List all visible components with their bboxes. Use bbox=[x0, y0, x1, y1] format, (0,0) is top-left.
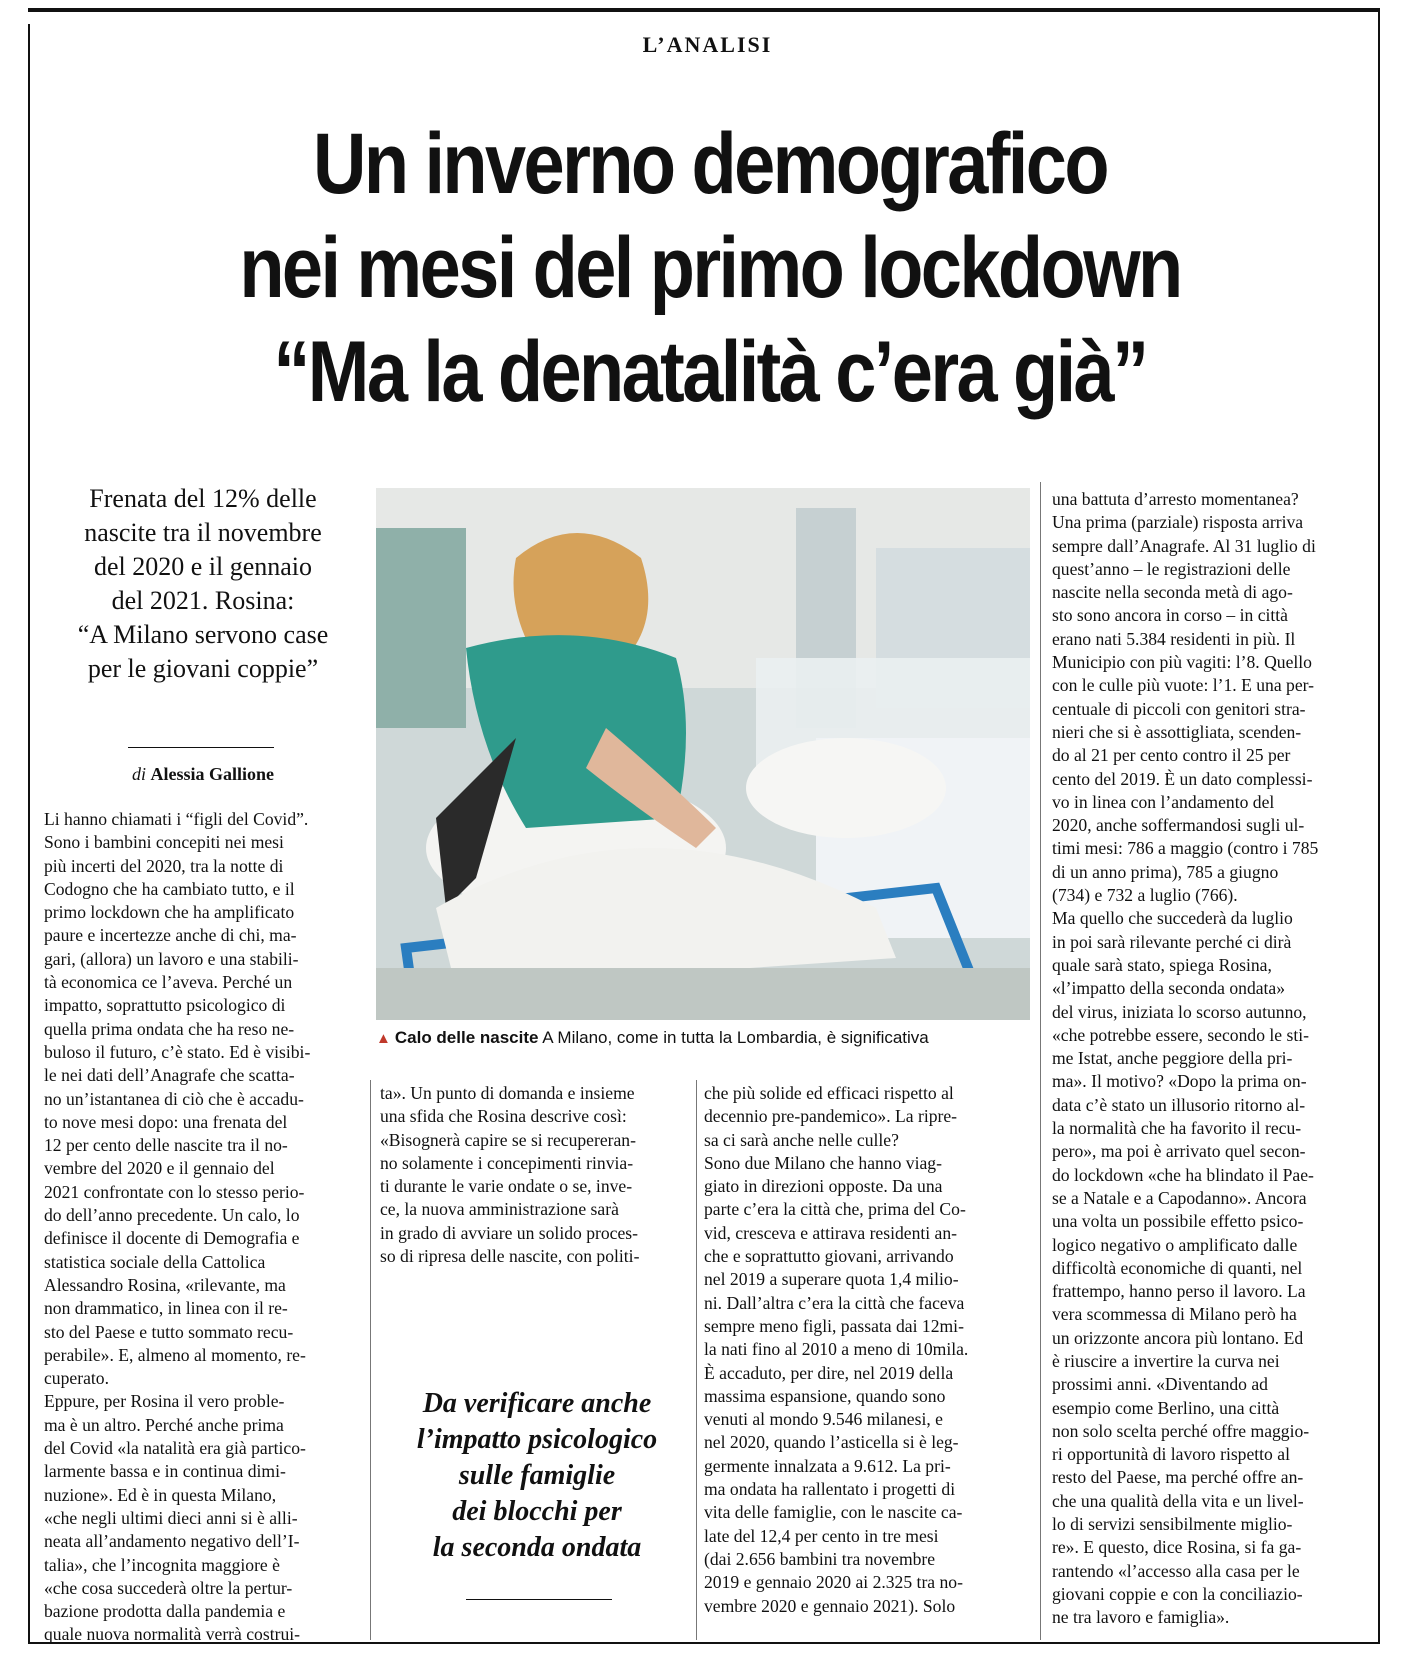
text-line: esempio come Berlino, una città bbox=[1052, 1397, 1280, 1418]
pullquote-line: l’impatto psicologico bbox=[416, 1424, 658, 1455]
caption-label: Calo delle nascite bbox=[394, 1028, 539, 1047]
text-line: cento del 2019. È un dato complessi- bbox=[1052, 768, 1313, 789]
text-line: ma ondata ha rallentato i progetti di bbox=[704, 1479, 956, 1500]
text-line: nel 2020, quando l’asticella si è leg- bbox=[704, 1432, 959, 1453]
text-line: è riuscire a invertire la curva nei bbox=[1052, 1350, 1280, 1371]
text-line: decennio pre-pandemico». La ripre- bbox=[704, 1106, 958, 1127]
text-line: no un’istantanea di ciò che è accadu- bbox=[44, 1088, 304, 1109]
text-line: Ma quello che succederà da luglio bbox=[1052, 908, 1293, 929]
right-border bbox=[1378, 10, 1380, 1644]
text-line: erano nati 5.384 residenti in più. Il bbox=[1052, 628, 1296, 649]
text-line: sto del Paese e tutto sommato recu- bbox=[44, 1321, 294, 1342]
text-line: do lockdown «che ha blindato il Pae- bbox=[1052, 1164, 1314, 1185]
text-line: «Bisognerà capire se si recupereran- bbox=[380, 1129, 636, 1150]
pullquote-line: dei blocchi per bbox=[452, 1496, 622, 1527]
text-line: quella prima ondata che ha reso ne- bbox=[44, 1018, 295, 1039]
text-line: Municipio con più vagiti: l’8. Quello bbox=[1052, 652, 1312, 673]
text-line: nuzione». Ed è in questa Milano, bbox=[44, 1484, 277, 1505]
article-column-1 bbox=[44, 808, 362, 1647]
text-line: nieri che si è assottigliata, scenden- bbox=[1052, 721, 1302, 742]
text-line: sto sono ancora in corso – in città bbox=[1052, 605, 1288, 626]
text-line: centuale di piccoli con genitori stra- bbox=[1052, 698, 1306, 719]
text-line: Alessandro Rosina, «rilevante, ma bbox=[44, 1274, 286, 1295]
text-line: ri opportunità di lavoro rispetto al bbox=[1052, 1444, 1290, 1465]
text-line: paure e incertezze anche di chi, ma- bbox=[44, 925, 297, 946]
byline-prefix: di bbox=[131, 764, 146, 784]
text-line: vid, cresceva e attirava residenti an- bbox=[704, 1222, 958, 1243]
pullquote-line: Da verificare anche bbox=[422, 1388, 652, 1419]
subhead-line: del 2020 e il gennaio bbox=[93, 552, 313, 581]
text-line: difficoltà economiche di quanti, nel bbox=[1052, 1257, 1303, 1278]
subhead-line: nascite tra il novembre bbox=[84, 518, 322, 547]
text-line: la normalità che ha favorito il recu- bbox=[1052, 1118, 1302, 1139]
text-line: (dai 2.656 bambini tra novembre bbox=[704, 1548, 936, 1569]
pull-quote bbox=[384, 1386, 690, 1566]
text-line: definisce il docente di Demografia e bbox=[44, 1228, 300, 1249]
triangle-icon: ▲ bbox=[376, 1030, 391, 1047]
text-line: do dell’anno precedente. Un calo, lo bbox=[44, 1205, 300, 1226]
text-line: più incerti del 2020, tra la notte di bbox=[44, 855, 284, 876]
subhead-line: “A Milano servono case bbox=[77, 620, 329, 649]
text-line: nel 2019 a superare quota 1,4 milio- bbox=[704, 1269, 959, 1290]
text-line: frattempo, hanno perso il lavoro. La bbox=[1052, 1281, 1306, 1302]
text-line: late del 12,4 per cento in tre mesi bbox=[704, 1525, 939, 1546]
pullquote-divider bbox=[466, 1599, 612, 1600]
text-line: in grado di avviare un solido proces- bbox=[380, 1222, 638, 1243]
text-line: Eppure, per Rosina il vero proble- bbox=[44, 1391, 285, 1412]
byline bbox=[44, 764, 362, 785]
text-line: che una qualità della vita e un livel- bbox=[1052, 1490, 1304, 1511]
headline-line: Un inverno demografico bbox=[313, 116, 1107, 212]
text-line: ti durante le varie ondate o se, inve- bbox=[380, 1176, 633, 1197]
text-line: ta». Un punto di domanda e insieme bbox=[380, 1083, 635, 1103]
text-line: pero», ma poi è arrivato quel secon- bbox=[1052, 1141, 1306, 1162]
subhead-line: per le giovani coppie” bbox=[87, 654, 319, 683]
byline-divider bbox=[128, 747, 274, 748]
top-rule bbox=[28, 8, 1380, 12]
byline-author: Alessia Gallione bbox=[150, 764, 275, 784]
caption-text: A Milano, come in tutta la Lombardia, è significativa bbox=[542, 1028, 929, 1047]
text-line: di un anno prima), 785 a giugno bbox=[1052, 861, 1279, 882]
text-line: resto del Paese, ma perché offre an- bbox=[1052, 1467, 1304, 1488]
headline bbox=[151, 112, 1269, 424]
text-line: quale nuova normalità verrà costrui- bbox=[44, 1624, 300, 1645]
text-line: vera scommessa di Milano però ha bbox=[1052, 1304, 1297, 1325]
text-line: 12 per cento delle nascite tra il no- bbox=[44, 1135, 288, 1156]
text-line: nascite nella seconda metà di ago- bbox=[1052, 582, 1293, 603]
text-line: Sono due Milano che hanno viag- bbox=[704, 1152, 942, 1173]
text-line: ma è un altro. Perché anche prima bbox=[44, 1414, 284, 1435]
text-line: quest’anno – le registrazioni delle bbox=[1052, 558, 1291, 579]
text-line: statistica sociale della Cattolica bbox=[44, 1251, 266, 1272]
text-line: «l’impatto della seconda ondata» bbox=[1052, 978, 1286, 999]
column-divider bbox=[370, 1080, 371, 1640]
text-line: «che negli ultimi dieci anni si è alli- bbox=[44, 1507, 298, 1528]
text-line: to nove mesi dopo: una frenata del bbox=[44, 1111, 288, 1132]
text-line: giovani coppie e con la conciliazio- bbox=[1052, 1583, 1303, 1604]
text-line: rantendo «l’accesso alla casa per le bbox=[1052, 1560, 1300, 1581]
text-line: con le culle più vuote: l’1. E una per- bbox=[1052, 675, 1314, 696]
text-line: una sfida che Rosina descrive così: bbox=[380, 1106, 627, 1127]
text-line: che e soprattutto giovani, arrivando bbox=[704, 1246, 954, 1267]
text-line: del virus, iniziata lo scorso autunno, bbox=[1052, 1001, 1307, 1022]
text-line: le nei dati dell’Anagrafe che scatta- bbox=[44, 1065, 295, 1086]
text-line: ni. Dall’altra c’era la città che faceva bbox=[704, 1292, 965, 1313]
article-column-3 bbox=[704, 1082, 1034, 1618]
text-line: ce, la nuova amministrazione sarà bbox=[380, 1199, 619, 1220]
column-divider bbox=[1040, 482, 1041, 1640]
text-line: Sono i bambini concepiti nei mesi bbox=[44, 832, 284, 853]
text-line: logico negativo o amplificato dalle bbox=[1052, 1234, 1298, 1255]
text-line: venuti al mondo 9.546 milanesi, e bbox=[704, 1409, 943, 1430]
text-line: vembre del 2020 e il gennaio del bbox=[44, 1158, 275, 1179]
text-line: giato in direzioni opposte. Da una bbox=[704, 1176, 943, 1197]
text-line: gari, (allora) un lavoro e una stabili- bbox=[44, 948, 299, 969]
text-line: lo di servizi sensibilmente miglio- bbox=[1052, 1514, 1293, 1535]
section-kicker: L’ANALISI bbox=[642, 32, 773, 57]
text-line: primo lockdown che ha amplificato bbox=[44, 902, 295, 923]
text-line: sa ci sarà anche nelle culle? bbox=[704, 1129, 899, 1150]
text-line: parte c’era la città che, prima del Co- bbox=[704, 1199, 966, 1220]
text-line: Una prima (parziale) risposta arriva bbox=[1052, 512, 1304, 533]
text-line: germente innalzata a 9.612. La pri- bbox=[704, 1455, 951, 1476]
text-line: (734) e 732 a luglio (766). bbox=[1052, 885, 1238, 906]
text-line: buloso il futuro, c’è stato. Ed è visibi- bbox=[44, 1041, 311, 1062]
text-line: vita delle famiglie, con le nascite ca- bbox=[704, 1502, 963, 1523]
article-column-4 bbox=[1052, 488, 1372, 1630]
nursery-illustration bbox=[376, 488, 1030, 1020]
text-line: perabile». E, almeno al momento, re- bbox=[44, 1344, 306, 1365]
text-line: 2019 e gennaio 2020 ai 2.325 tra no- bbox=[704, 1572, 963, 1593]
text-line: vo in linea con l’andamento del bbox=[1052, 791, 1275, 812]
text-line: ne tra lavoro e famiglia». bbox=[1052, 1607, 1230, 1628]
subheadline bbox=[44, 482, 362, 686]
text-line: bazione prodotta dalla pandemia e bbox=[44, 1601, 286, 1622]
text-line: È accaduto, per dire, nel 2019 della bbox=[704, 1362, 954, 1383]
text-line: un orizzonte ancora più lontano. Ed bbox=[1052, 1327, 1304, 1348]
text-line: neata all’andamento negativo dell’I- bbox=[44, 1531, 300, 1552]
pullquote-line: la seconda ondata bbox=[432, 1532, 642, 1563]
text-line: prossimi anni. «Diventando ad bbox=[1052, 1374, 1268, 1395]
text-line: «che cosa succederà oltre la pertur- bbox=[44, 1577, 293, 1598]
article-column-2 bbox=[380, 1082, 692, 1268]
text-line: la nati fino al 2010 a meno di 10mila. bbox=[704, 1339, 969, 1360]
text-line: 2020, anche soffermandosi sugli ul- bbox=[1052, 815, 1305, 836]
text-line: sempre meno figli, passata dai 12mi- bbox=[704, 1315, 964, 1336]
text-line: do al 21 per cento contro il 25 per bbox=[1052, 745, 1291, 766]
text-line: Codogno che ha cambiato tutto, e il bbox=[44, 878, 295, 899]
text-line: una volta un possibile effetto psico- bbox=[1052, 1211, 1304, 1232]
text-line: non solo scelta perché offre maggio- bbox=[1052, 1420, 1310, 1441]
text-line: del Covid «la natalità era già partico- bbox=[44, 1438, 306, 1459]
text-line: no solamente i concepimenti rinvia- bbox=[380, 1152, 634, 1173]
text-line: vembre 2020 e gennaio 2021). Solo bbox=[704, 1595, 956, 1616]
text-line: non drammatico, in linea con il re- bbox=[44, 1298, 288, 1319]
text-line: massima espansione, quando sono bbox=[704, 1385, 946, 1406]
headline-line: nei mesi del primo lockdown bbox=[239, 220, 1181, 316]
text-line: una battuta d’arresto momentanea? bbox=[1052, 489, 1299, 509]
text-line: 2021 confrontate con lo stesso perio- bbox=[44, 1181, 305, 1202]
text-line: re». E questo, dice Rosina, si fa ga- bbox=[1052, 1537, 1302, 1558]
column-divider bbox=[696, 1080, 697, 1640]
text-line: cuperato. bbox=[44, 1368, 109, 1389]
text-line: ma». Il motivo? «Dopo la prima on- bbox=[1052, 1071, 1307, 1092]
headline-line: “Ma la denatalità c’era già” bbox=[273, 324, 1147, 420]
photo-caption bbox=[376, 1028, 1046, 1048]
text-line: talia», che l’incognita maggiore è bbox=[44, 1554, 280, 1575]
text-line: in poi sarà rilevante perché ci dirà bbox=[1052, 931, 1292, 952]
text-line: Li hanno chiamati i “figli del Covid”. bbox=[44, 809, 309, 829]
text-line: sempre dall’Anagrafe. Al 31 luglio di bbox=[1052, 535, 1316, 556]
text-line: me Istat, anche peggiore della pri- bbox=[1052, 1048, 1293, 1069]
text-line: timi mesi: 786 a maggio (contro i 785 bbox=[1052, 838, 1319, 859]
text-line: tà economica ce l’aveva. Perché un bbox=[44, 972, 293, 993]
text-line: larmente bassa e in continua dimi- bbox=[44, 1461, 286, 1482]
text-line: se a Natale e a Capodanno». Ancora bbox=[1052, 1187, 1307, 1208]
pullquote-line: sulle famiglie bbox=[458, 1460, 616, 1491]
text-line: «che potrebbe essere, secondo le sti- bbox=[1052, 1024, 1309, 1045]
text-line: impatto, soprattutto psicologico di bbox=[44, 995, 286, 1016]
left-border bbox=[28, 24, 30, 1644]
subhead-line: Frenata del 12% delle bbox=[89, 484, 317, 513]
text-line: data c’è stato un illusorio ritorno al- bbox=[1052, 1094, 1306, 1115]
text-line: so di ripresa delle nascite, con politi- bbox=[380, 1246, 640, 1267]
newborns-photo bbox=[376, 488, 1030, 1020]
subhead-line: del 2021. Rosina: bbox=[111, 586, 295, 615]
text-line: che più solide ed efficaci rispetto al bbox=[704, 1083, 954, 1103]
text-line: quale sarà stato, spiega Rosina, bbox=[1052, 954, 1272, 975]
